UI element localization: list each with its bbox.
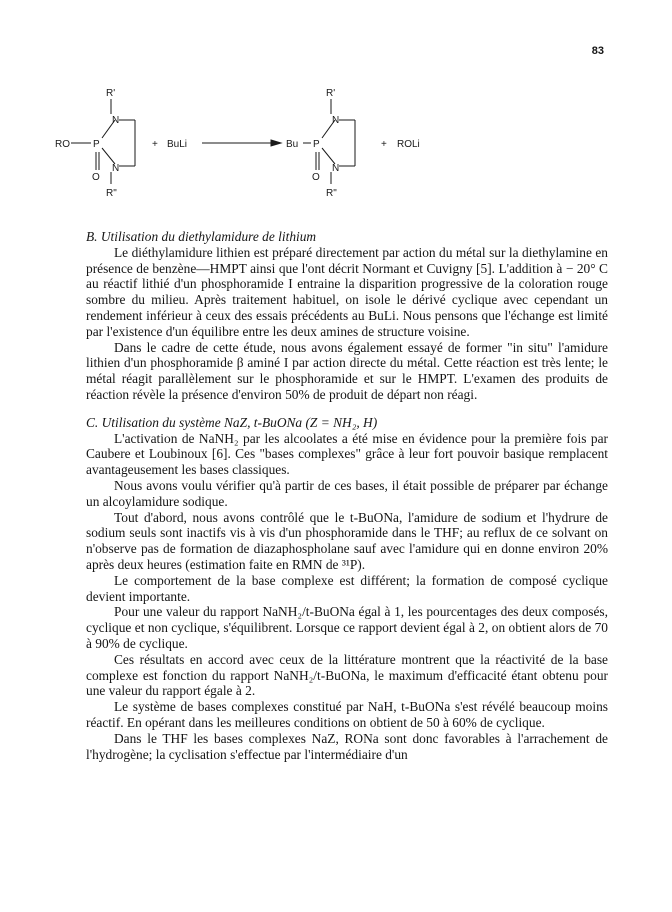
section-c-paragraph-6: Ces résultats en accord avec ceux de la littérature montrent que la réactivité de la base complexe est fonction du rapport NaNH₂/t-BuONa, le maximum d'efficacité étant obtenu pour une valeur du rapport égale à 2. bbox=[86, 651, 608, 699]
page-number: 83 bbox=[591, 45, 604, 57]
section-c-heading: C. Utilisation du système NaZ, t-BuONa (Z = NH₂, H) bbox=[86, 414, 378, 430]
nitrogen-bottom-left: N bbox=[112, 163, 120, 174]
plus-sign-1: + bbox=[152, 139, 158, 150]
phosphorus-right: P bbox=[313, 139, 320, 150]
plus-sign-2: + bbox=[381, 139, 387, 150]
byproduct-roli: ROLi bbox=[397, 139, 420, 150]
r-double-prime-right: R" bbox=[326, 188, 337, 199]
r-prime-left: R' bbox=[106, 88, 116, 99]
section-c-paragraph-5: Pour une valeur du rapport NaNH₂/t-BuONa égal à 1, les pourcentages des deux composés, cyclique et non cyclique, s'équilibrent. Lorsque ce rapport devient égal à 2, on obtient alors de 70 à 90% de cyclique. bbox=[86, 604, 608, 651]
section-c-paragraph-8: Dans le THF les bases complexes NaZ, RONa sont donc favorables à l'arrachement de l'hydrogène; la cyclisation s'effectue par l'intermédiaire d'un bbox=[86, 730, 608, 762]
section-b-heading: B. Utilisation du diethylamidure de lithium bbox=[86, 229, 317, 244]
section-b-paragraph-2: Dans le cadre de cette étude, nous avons également essayé de former "in situ" l'amidure lithien d'un phosphoramide β aminé I par action directe du métal. Cette réaction est très lente; le métal réagit parallèlement sur le phosphoramide et sur le HMPT. L'examen des produits de réaction révèle la présence d'environ 50% de produit de départ non réagi. bbox=[86, 339, 608, 402]
r-prime-right: R' bbox=[326, 88, 336, 99]
product-diazaphospholane bbox=[303, 99, 355, 184]
product-bu-label: Bu bbox=[286, 139, 299, 150]
reaction-scheme bbox=[55, 80, 475, 220]
section-c-paragraph-1: L'activation de NaNH₂ par les alcoolates a été mise en évidence pour la première fois par Caubere et Loubinoux [6]. Ces "bases complexes" grâce à leur fort pouvoir basique remplacent avantageusement les bases classiques. bbox=[86, 430, 608, 478]
section-c-paragraph-7: Le système de bases complexes constitué par NaH, t-BuONa s'est révélé beaucoup moins réactif. En opérant dans les meilleures conditions on obtient de 50 à 60% de cyclique. bbox=[86, 699, 608, 730]
section-c-paragraph-3: Tout d'abord, nous avons contrôlé que le t-BuONa, l'amidure de sodium et l'hydrure de sodium seuls sont inactifs vis à vis d'un phosphoramide dans le THF; au reflux de ce solvant on n'observe pas de formation de diazaphospholane sauf avec l'amidure qui en donne environ 20% après deux heures (estimation faite en RMN de ³¹P). bbox=[86, 509, 608, 572]
oxygen-right: O bbox=[312, 172, 320, 183]
section-b-paragraph-1: Le diéthylamidure lithien est préparé directement par action du métal sur la diethylamine en présence de benzène—HMPT ainsi que l'ont décrit Normant et Cuvigny [5]. L'addition à − 20° C au réactif lithié d'un phosphoramide I entraine la disparition progressive de la coloration rouge sombre du milieu. Après traitement habituel, on isole le dérivé cyclique avec cependant un rendement inférieur à ceux des essais précédents au BuLi. Nous pensons que l'échange est limité par l'existence d'un équilibre entre les deux amines de structure voisine. bbox=[86, 244, 608, 339]
r-double-prime-left: R" bbox=[106, 188, 117, 199]
body-text bbox=[86, 229, 608, 762]
nitrogen-top-left: N bbox=[112, 115, 120, 126]
section-c-paragraph-2: Nous avons voulu vérifier qu'à partir de ces bases, il était possible de préparer par échange un alcoylamidure sodique. bbox=[86, 477, 608, 509]
reaction-arrow bbox=[202, 140, 281, 146]
reactant-phosphoramide bbox=[71, 99, 135, 184]
oxygen-left: O bbox=[92, 172, 100, 183]
phosphorus-left: P bbox=[93, 139, 100, 150]
nitrogen-bottom-right: N bbox=[332, 163, 340, 174]
nitrogen-top-right: N bbox=[332, 115, 340, 126]
reactant-ro-label: RO bbox=[55, 139, 70, 150]
section-c-paragraph-4: Le comportement de la base complexe est différent; la formation de composé cyclique devient importante. bbox=[86, 572, 608, 604]
reagent-buli: BuLi bbox=[167, 139, 188, 150]
